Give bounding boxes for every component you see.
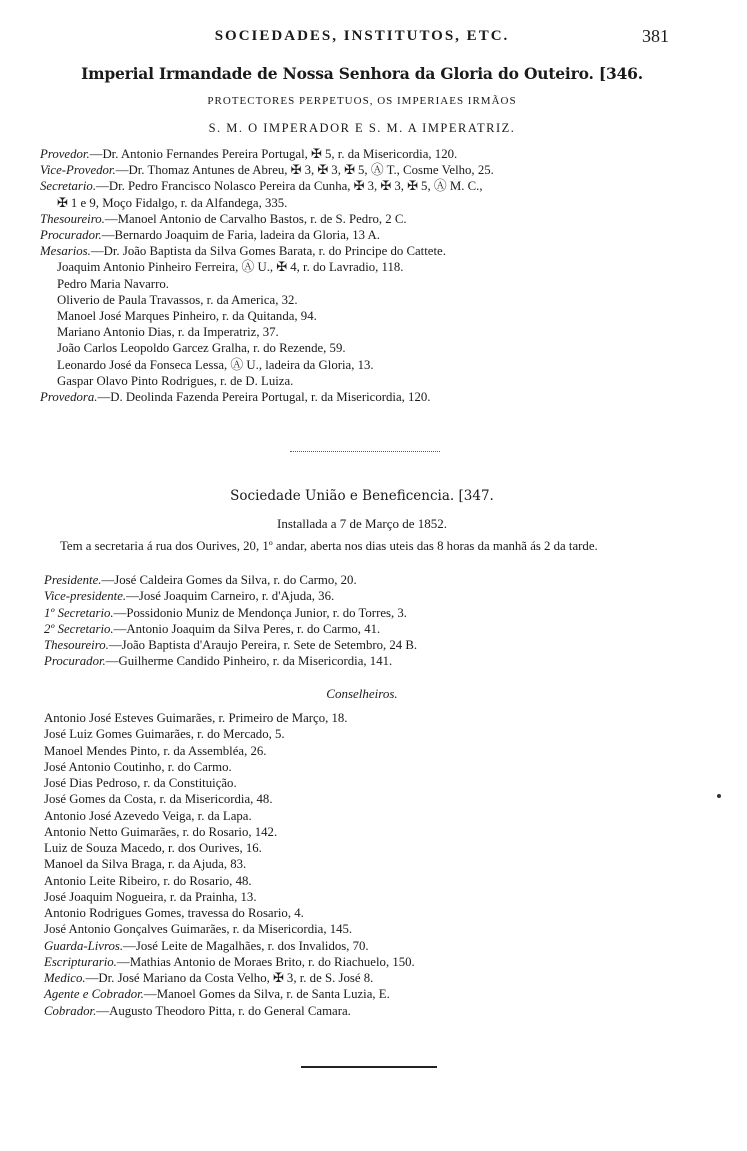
section-title-irmandade: Imperial Irmandade de Nossa Senhora da Gloria do Outeiro. [346.: [81, 64, 643, 83]
entry-role: Mesarios.: [40, 244, 91, 259]
list-entry: [40, 195, 680, 211]
list-entry: [44, 840, 684, 856]
entry-text: José Antonio Coutinho, r. do Carmo.: [44, 759, 232, 774]
list-entry: [40, 162, 680, 178]
entry-role: Presidente.: [44, 573, 102, 587]
entry-text: Joaquim Antonio Pinheiro Ferreira, Ⓐ U., ✠ 4, r. do Lavradio, 118.: [57, 260, 404, 275]
entry-role: Secretario.: [40, 179, 97, 194]
entry-text: —Dr. Thomaz Antunes de Abreu, ✠ 3, ✠ 3, ✠ 5, Ⓐ T., Cosme Velho, 25.: [115, 163, 494, 178]
entry-role: Provedora.: [40, 390, 98, 405]
end-rule: [301, 1066, 437, 1068]
entry-text: Mariano Antonio Dias, r. da Imperatriz, 37.: [57, 325, 279, 340]
list-entry: [44, 726, 684, 742]
installation-date: Installada a 7 de Março de 1852.: [276, 516, 448, 531]
list-entry: [40, 178, 680, 194]
list-entry: [44, 572, 684, 588]
entry-text: ✠ 1 e 9, Moço Fidalgo, r. da Alfandega, 335.: [57, 195, 288, 210]
entry-role: Medico.: [44, 971, 86, 985]
entry-text: José Antonio Gonçalves Guimarães, r. da Misericordia, 145.: [44, 922, 353, 937]
list-entry: [44, 905, 684, 921]
entry-text: —Mathias Antonio de Moraes Brito, r. do Riachuelo, 150.: [116, 954, 415, 969]
list-entry: [44, 824, 684, 840]
entry-text: —Augusto Theodoro Pitta, r. do General Camara.: [96, 1003, 351, 1018]
entry-text: Leonardo José da Fonseca Lessa, Ⓐ U., ladeira da Gloria, 13.: [57, 357, 374, 372]
list-entry: [44, 588, 684, 604]
entry-text: —Manoel Antonio de Carvalho Bastos, r. de S. Pedro, 2 C.: [104, 211, 407, 226]
entry-text: José Gomes da Costa, r. da Misericordia, 48.: [44, 792, 273, 807]
list-entry: [44, 775, 684, 791]
entry-role: 1º Secretario.: [44, 605, 114, 620]
entry-text: João Carlos Leopoldo Garcez Gralha, r. do Rezende, 59.: [57, 341, 346, 356]
list-entry: [44, 938, 684, 954]
list-entry: [44, 710, 684, 726]
list-entry: [40, 227, 680, 243]
speck: [717, 794, 721, 798]
entry-text: Antonio Leite Ribeiro, r. do Rosario, 48.: [44, 873, 252, 888]
list-entry: [44, 605, 684, 621]
entry-role: Procurador.: [44, 654, 106, 669]
irmandade-officers-list: [40, 146, 680, 405]
entry-text: —Guilherme Candido Pinheiro, r. da Misericordia, 141.: [105, 654, 393, 669]
page-number: 381: [642, 26, 669, 46]
entry-role: Guarda-Livros.: [44, 938, 124, 953]
protectors-names: S. M. O IMPERADOR E S. M. A IMPERATRIZ.: [208, 121, 516, 135]
list-entry: [40, 292, 680, 308]
list-entry: [44, 1003, 684, 1019]
entry-role: Provedor.: [40, 147, 90, 161]
list-entry: [40, 276, 680, 292]
entry-text: Luiz de Souza Macedo, r. dos Ourives, 16.: [44, 841, 262, 855]
entry-text: José Dias Pedroso, r. da Constituição.: [44, 776, 237, 790]
protectors-heading: PROTECTORES PERPETUOS, OS IMPERIAES IRMÃOS: [207, 95, 517, 107]
list-entry: [40, 259, 680, 275]
entry-text: —José Leite de Magalhães, r. dos Invalidos, 70.: [123, 938, 369, 953]
entry-text: Antonio Netto Guimarães, r. do Rosario, 142.: [44, 824, 278, 839]
entry-text: Manoel da Silva Braga, r. da Ajuda, 83.: [44, 857, 247, 872]
entry-text: —João Baptista d'Araujo Pereira, r. Sete de Setembro, 24 B.: [108, 638, 418, 653]
entry-role: Escripturario.: [44, 954, 117, 969]
entry-text: Manoel José Marques Pinheiro, r. da Quitanda, 94.: [57, 309, 317, 324]
entry-text: Antonio José Esteves Guimarães, r. Primeiro de Março, 18.: [44, 711, 348, 725]
section-divider: [290, 451, 440, 452]
list-entry: [44, 921, 684, 937]
entry-role: Procurador.: [40, 228, 102, 243]
entry-text: Antonio José Azevedo Veiga, r. da Lapa.: [44, 808, 252, 823]
entry-text: —Manoel Gomes da Silva, r. de Santa Luzia, E.: [143, 987, 390, 1002]
list-entry: [44, 791, 684, 807]
list-entry: [44, 986, 684, 1002]
entry-role: Thesoureiro.: [44, 638, 109, 653]
councillors-list: [44, 710, 684, 1019]
entry-text: —Dr. Antonio Fernandes Pereira Portugal, ✠ 5, r. da Misericordia, 120.: [89, 147, 458, 161]
list-entry: [40, 373, 680, 389]
uniao-officers-list: [44, 572, 684, 670]
secretaria-hours: Tem a secretaria á rua dos Ourives, 20, 1º andar, aberta nos dias uteis das 8 horas da manhã ás 2 da tarde.: [60, 539, 598, 553]
entry-text: —Antonio Joaquim da Silva Peres, r. do Carmo, 41.: [113, 621, 381, 636]
entry-text: Pedro Maria Navarro.: [57, 276, 169, 291]
section-title-uniao: Sociedade União e Beneficencia. [347.: [230, 488, 494, 504]
list-entry: [40, 243, 680, 259]
entry-text: —José Joaquim Carneiro, r. d'Ajuda, 36.: [126, 589, 335, 604]
list-entry: [40, 357, 680, 373]
entry-role: Vice-Provedor.: [40, 163, 116, 178]
list-entry: [40, 324, 680, 340]
list-entry: [44, 873, 684, 889]
entry-role: 2º Secretario.: [44, 621, 114, 636]
list-entry: [44, 954, 684, 970]
entry-text: —José Caldeira Gomes da Silva, r. do Carmo, 20.: [101, 573, 357, 587]
entry-role: Vice-presidente.: [44, 589, 127, 604]
list-entry: [40, 308, 680, 324]
entry-text: Antonio Rodrigues Gomes, travessa do Rosario, 4.: [44, 906, 304, 920]
list-entry: [40, 389, 680, 405]
entry-text: —Possidonio Muniz de Mendonça Junior, r. do Torres, 3.: [113, 605, 407, 620]
entry-text: —Dr. João Baptista da Silva Gomes Barata, r. do Principe do Cattete.: [90, 244, 446, 259]
list-entry: [44, 889, 684, 905]
list-entry: [40, 146, 680, 162]
list-entry: [44, 653, 684, 669]
entry-text: Gaspar Olavo Pinto Rodrigues, r. de D. Luiza.: [57, 373, 294, 388]
list-entry: [44, 637, 684, 653]
entry-text: Oliverio de Paula Travassos, r. da America, 32.: [57, 292, 298, 307]
entry-text: —D. Deolinda Fazenda Pereira Portugal, r. da Misericordia, 120.: [97, 390, 431, 405]
entry-text: José Luiz Gomes Guimarães, r. do Mercado, 5.: [44, 727, 285, 742]
entry-role: Agente e Cobrador.: [44, 987, 144, 1002]
list-entry: [44, 743, 684, 759]
list-entry: [40, 340, 680, 356]
list-entry: [44, 808, 684, 824]
entry-text: —Dr. Pedro Francisco Nolasco Pereira da Cunha, ✠ 3, ✠ 3, ✠ 5, Ⓐ M. C.,: [96, 179, 483, 194]
entry-text: José Joaquim Nogueira, r. da Prainha, 13.: [44, 889, 257, 904]
entry-role: Cobrador.: [44, 1003, 97, 1018]
councillors-heading: Conselheiros.: [326, 686, 398, 701]
list-entry: [40, 211, 680, 227]
entry-text: —Bernardo Joaquim de Faria, ladeira da Gloria, 13 A.: [101, 228, 381, 243]
list-entry: [44, 621, 684, 637]
entry-role: Thesoureiro.: [40, 211, 105, 226]
running-head: SOCIEDADES, INSTITUTOS, ETC.: [214, 28, 510, 44]
entry-text: Manoel Mendes Pinto, r. da Assembléa, 26.: [44, 743, 267, 758]
entry-text: —Dr. José Mariano da Costa Velho, ✠ 3, r. de S. José 8.: [85, 971, 374, 985]
list-entry: [44, 759, 684, 775]
list-entry: [44, 856, 684, 872]
list-entry: [44, 970, 684, 986]
